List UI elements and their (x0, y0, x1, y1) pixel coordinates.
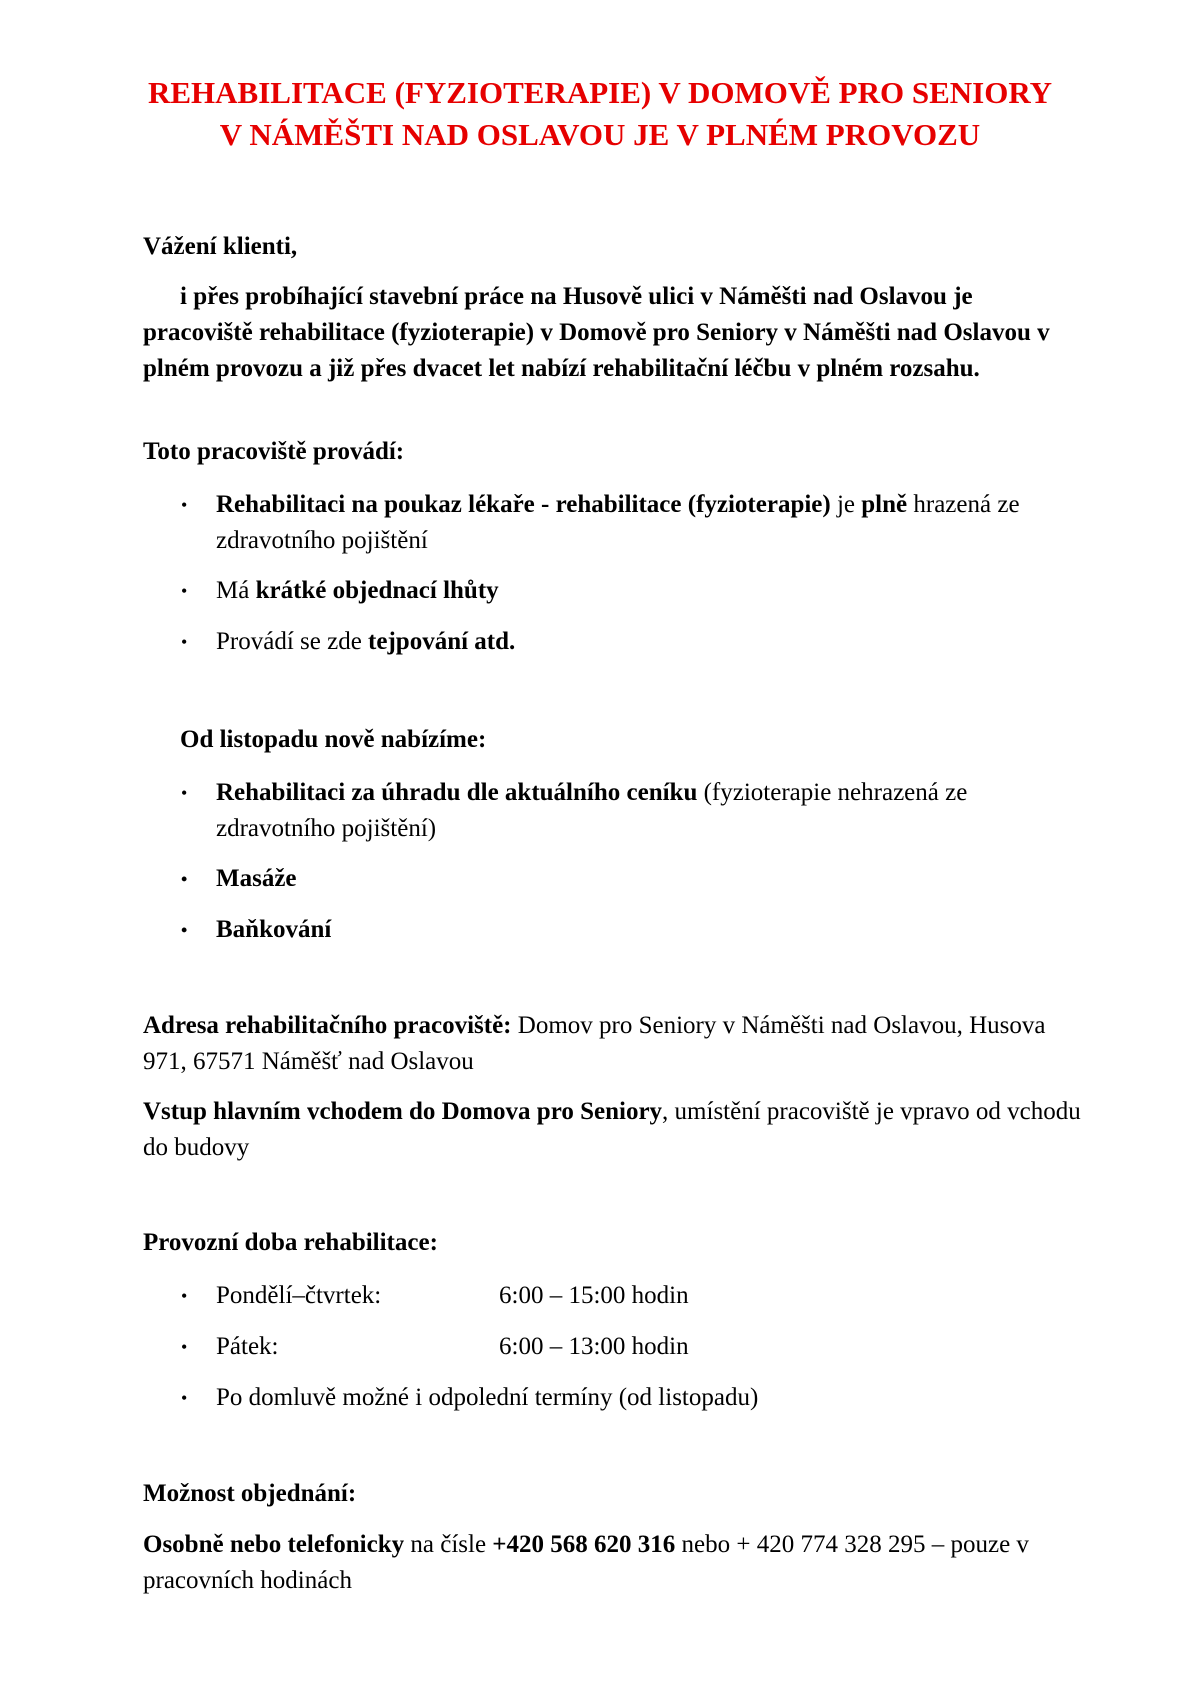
hours-day: Pátek: (216, 1333, 279, 1360)
greeting: Vážení klienti, (143, 233, 298, 260)
booking-label: Osobně nebo telefonicky (143, 1531, 405, 1558)
booking-text-2: nebo + 420 774 328 295 – pouze v pracovních hodinách (143, 1531, 1029, 1594)
service-1-bold-2: plně (861, 491, 908, 518)
list-item (216, 624, 1076, 660)
hours-time: 6:00 – 15:00 hodin (499, 1282, 689, 1309)
entrance-paragraph (143, 1094, 1083, 1166)
list-item (216, 573, 1076, 609)
booking-paragraph (143, 1527, 1083, 1599)
list-item: • Po domluvě možné i odpolední termíny (od listopadu) (216, 1380, 1076, 1416)
hours-heading: Provozní doba rehabilitace: (143, 1229, 438, 1256)
hours-time: 6:00 – 13:00 hodin (499, 1333, 689, 1360)
service-1-text-2: hrazená ze zdravotního pojištění (216, 491, 1020, 554)
service-1-text: je (830, 491, 862, 518)
offer-1-bold: Rehabilitaci za úhradu dle aktuálního ceníku (216, 779, 698, 806)
address-label: Adresa rehabilitačního pracoviště: (143, 1012, 512, 1039)
new-offer-heading: Od listopadu nově nabízíme: (180, 726, 487, 753)
service-2-text: Má (216, 577, 256, 604)
service-1-bold: Rehabilitaci na poukaz lékaře - rehabilitace (fyzioterapie) (216, 491, 831, 518)
address-value: Domov pro Seniory v Náměšti nad Oslavou, Husova 971, 67571 Náměšť nad Oslavou (143, 1012, 1046, 1075)
list-item (216, 1329, 1076, 1365)
intro-paragraph: i přes probíhající stavební práce na Husově ulici v Náměšti nad Oslavou je pracoviště rehabilitace (fyzioterapie) v Domově pro Seniory v Náměšti nad Oslavou v plném provozu a již přes dvacet let nabízí rehabilitační léčbu v plném rozsahu. (143, 283, 1050, 382)
entrance-label: Vstup hlavním vchodem do Domova pro Seniory (143, 1098, 663, 1125)
address-paragraph (143, 1008, 1083, 1080)
entrance-value: , umístění pracoviště je vpravo od vchodu do budovy (143, 1098, 1081, 1161)
service-2-bold: krátké objednací lhůty (255, 577, 499, 604)
title-line-1: REHABILITACE (FYZIOTERAPIE) V DOMOVĚ PRO SENIORY (147, 75, 1053, 110)
page-title (0, 72, 1200, 156)
offer-1-text: (fyzioterapie nehrazená ze zdravotního pojištění) (216, 779, 968, 842)
hours-day: Pondělí–čtvrtek: (216, 1282, 382, 1309)
list-item: • Baňkování (216, 912, 1076, 948)
title-line-2: V NÁMĚŠTI NAD OSLAVOU JE V PLNÉM PROVOZU (219, 117, 981, 152)
list-item (216, 775, 1076, 847)
booking-phone: +420 568 620 316 (492, 1531, 676, 1558)
services-heading: Toto pracoviště provádí: (143, 438, 405, 465)
list-item (216, 487, 1076, 559)
list-item: • Masáže (216, 861, 1076, 897)
booking-text-1: na čísle (404, 1531, 493, 1558)
service-3-text: Provádí se zde (216, 628, 369, 655)
booking-heading: Možnost objednání: (143, 1480, 357, 1507)
service-3-bold: tejpování atd. (368, 628, 516, 655)
list-item (216, 1278, 1076, 1314)
